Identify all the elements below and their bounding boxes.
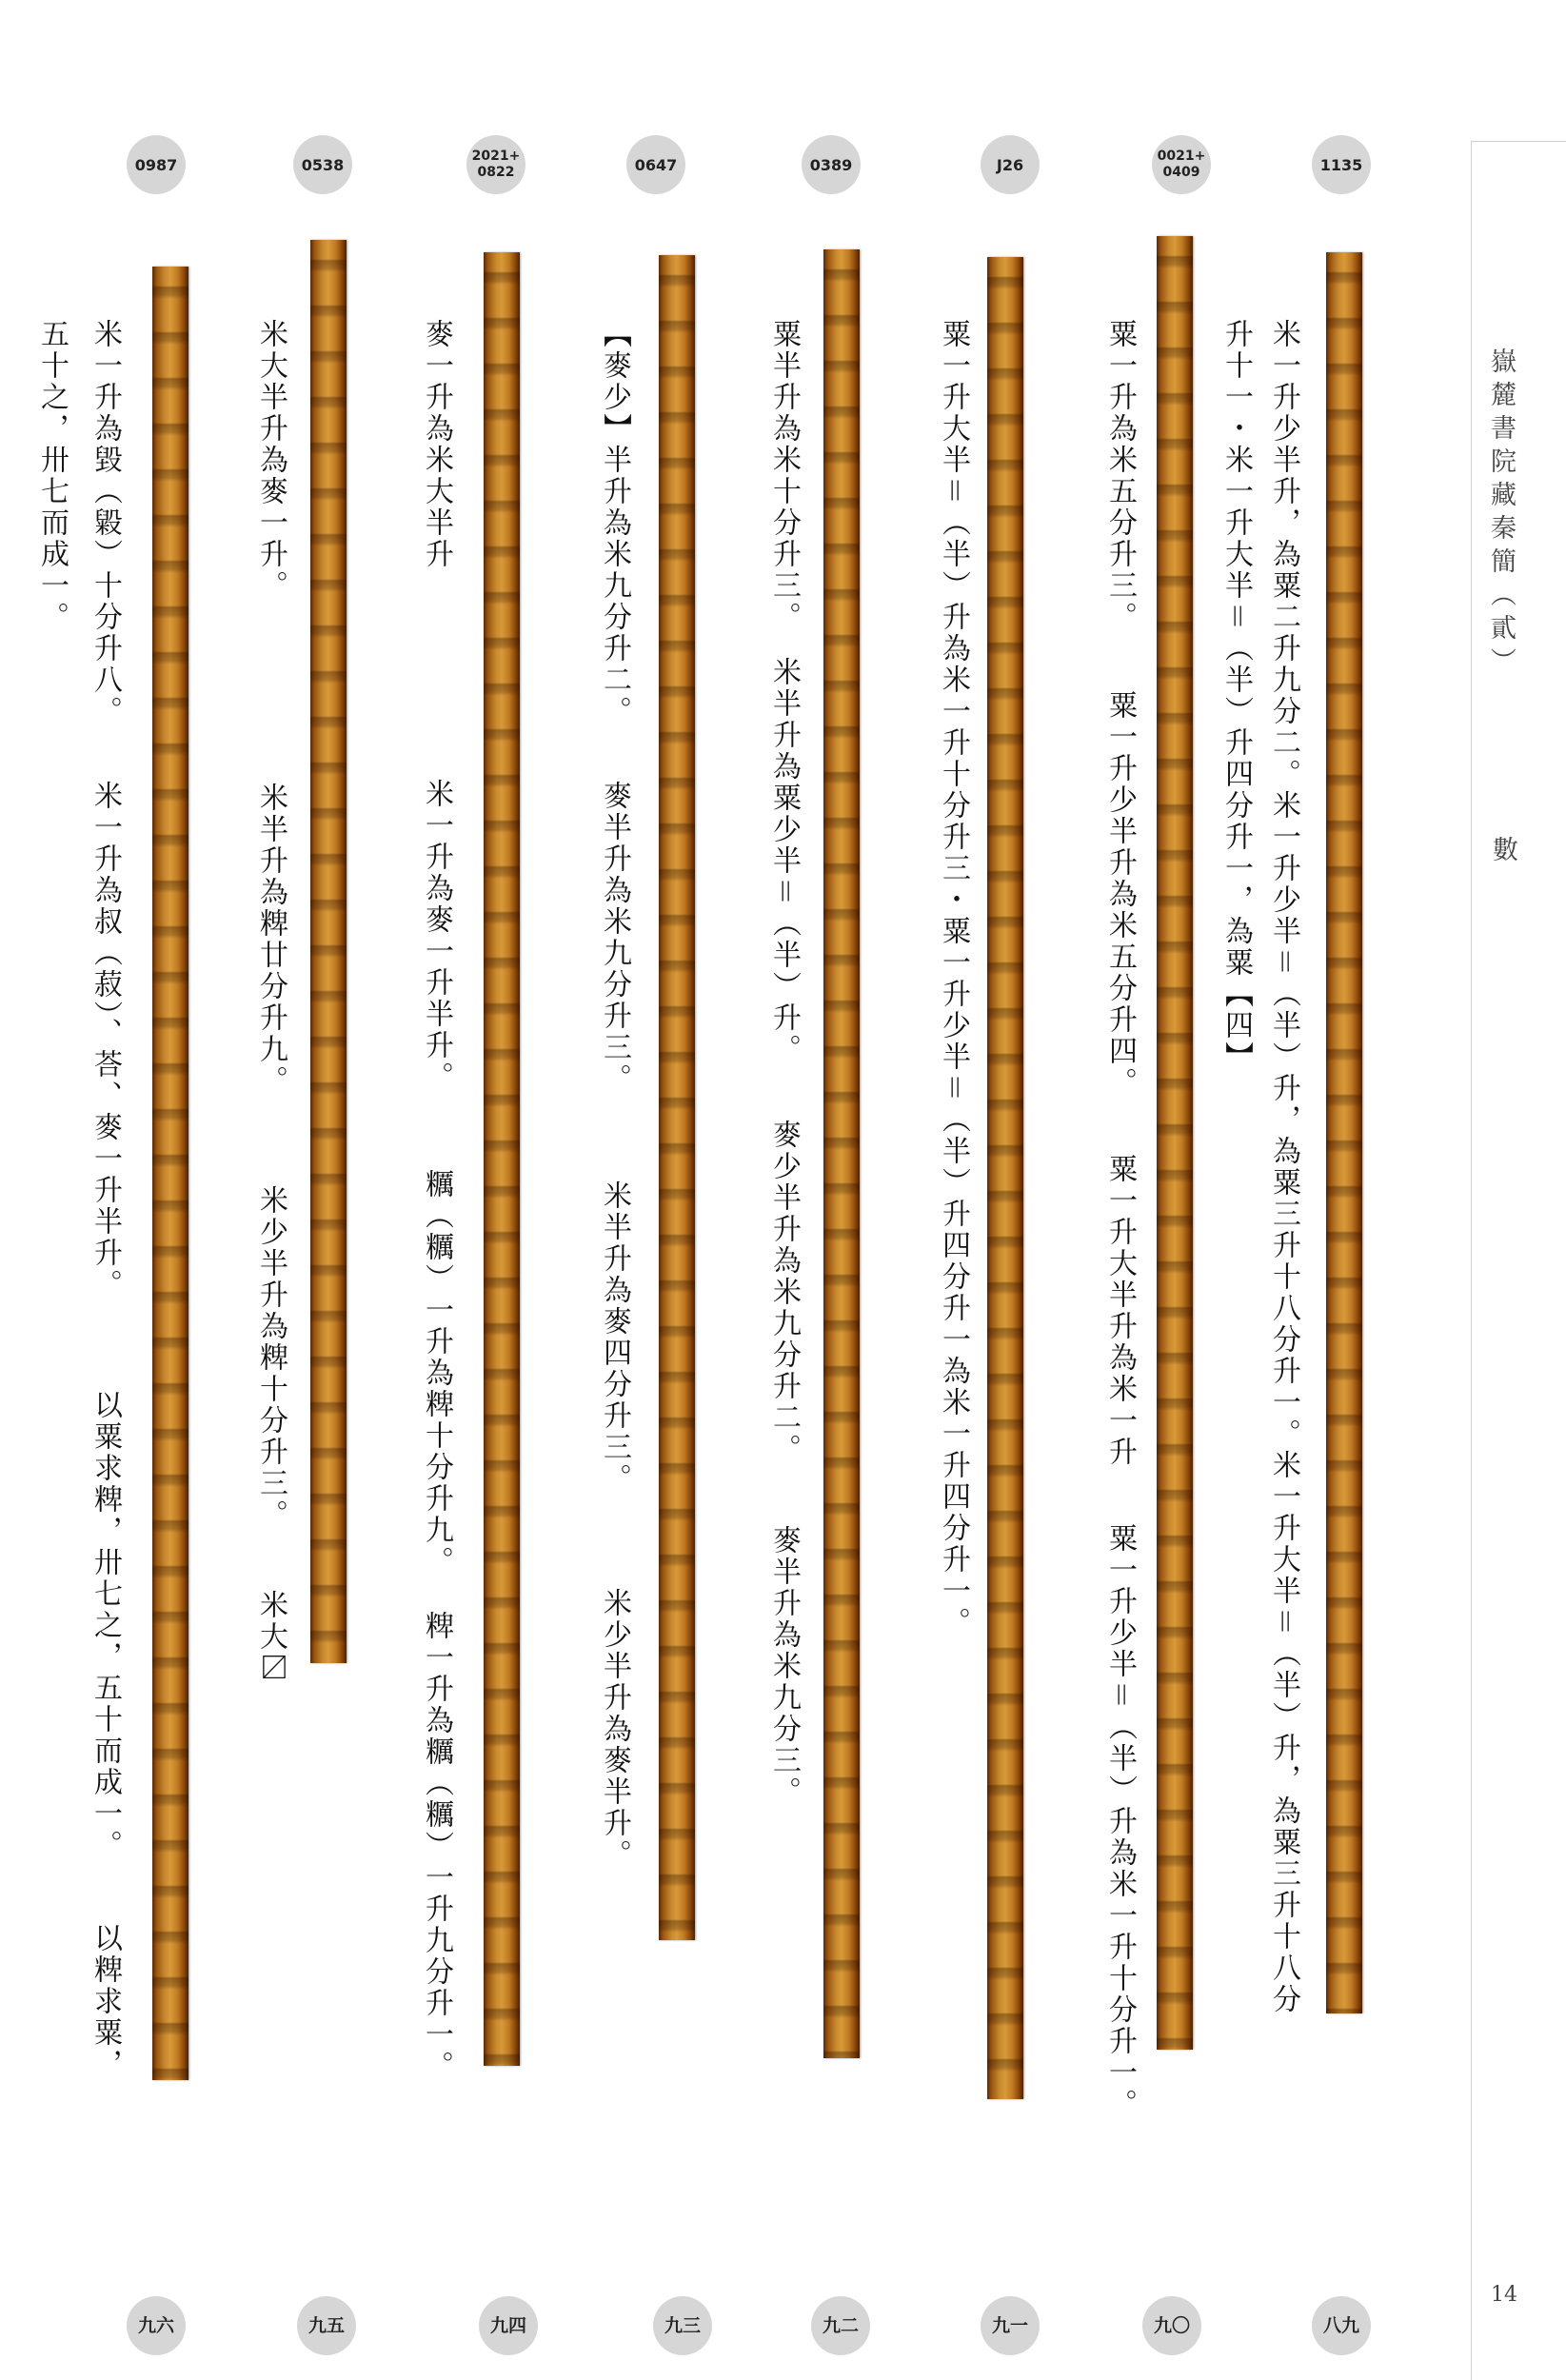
bamboo-slip-image <box>1157 236 1193 2050</box>
transcription-column: 糲（糲）一升為粺十分升九。 <box>420 1169 453 1577</box>
slip-number-badge: 九二 <box>811 2296 870 2355</box>
transcription-column: 粟半升為米十分升三。 <box>767 319 801 633</box>
slip-id-badge: J26 <box>981 135 1040 194</box>
transcription-column: 米半升為粺廿分升九。 <box>254 783 287 1097</box>
transcription-column: 米少半升為麥半升。 <box>598 1588 631 1871</box>
slip-id-badge: 2021+ 0822 <box>466 135 525 194</box>
running-header-section: 數 <box>1488 836 1517 862</box>
slip-id-badge: 0987 <box>127 135 186 194</box>
transcription-column: 米大〼 <box>254 1590 287 1684</box>
slip-number-badge: 九〇 <box>1142 2296 1201 2355</box>
transcription-column: 麥半升為米九分升三。 <box>598 781 631 1095</box>
transcription-column: 以粺求粟， <box>89 1923 122 2080</box>
slip-number-badge: 八九 <box>1312 2296 1371 2355</box>
transcription-column: 麥半升為米九分三。 <box>767 1525 801 1808</box>
bamboo-slip-image <box>484 252 520 2066</box>
bamboo-slip-image <box>659 255 695 1940</box>
running-header-title: 嶽麓書院藏秦簡（貳） <box>1486 347 1516 681</box>
slip-number-badge: 九三 <box>653 2296 712 2355</box>
transcription-column: 【麥少】半升為米九分升二。 <box>598 319 631 727</box>
transcription-column: 粟一升大半＝（半）升為米一升十分升三・粟一升少半＝（半）升四分升一為米一升四分升一。 <box>937 319 970 1638</box>
transcription-column: 粺一升為糲（糲）一升九分升一。 <box>420 1611 453 2082</box>
transcription-column: 粟一升大半升為米一升 <box>1103 1154 1137 1468</box>
transcription-column: 米大半升為麥一升。 <box>254 319 287 602</box>
slip-number-badge: 九六 <box>127 2296 186 2355</box>
slip-number-badge: 九四 <box>479 2296 538 2355</box>
transcription-column: 粟一升為米五分升三。 <box>1103 319 1137 633</box>
bamboo-slip-image <box>310 240 347 1663</box>
transcription-column: 粟一升少半升為米五分升四。 <box>1103 690 1137 1099</box>
transcription-column: 升十一・米一升大半＝（半）升四分升一，為粟【四】 <box>1219 319 1253 1073</box>
transcription-column: 米半升為麥四分升三。 <box>598 1180 631 1495</box>
transcription-column: 米一升為叔（菽）、荅、麥一升半升。 <box>89 781 122 1300</box>
bamboo-slip-image <box>1326 252 1362 2013</box>
slip-number-badge: 九一 <box>981 2296 1040 2355</box>
slip-id-badge: 0389 <box>802 135 861 194</box>
bamboo-slip-image <box>823 249 860 2058</box>
slip-number-badge: 九五 <box>297 2296 356 2355</box>
page-number: 14 <box>1491 2283 1517 2307</box>
transcription-column: 米一升少半升，為粟二升九分二。米一升少半＝（半）升，為粟三升十八分升一。米一升大半＝（半）升，為粟三升十八分 <box>1267 319 1300 2015</box>
transcription-column: 米一升為毀（毇）十分升八。 <box>89 319 122 727</box>
bamboo-slip-image <box>987 257 1023 2099</box>
transcription-column: 麥少半升為米九分升二。 <box>767 1120 801 1465</box>
transcription-column: 米少半升為粺十分升三。 <box>254 1185 287 1531</box>
slip-id-badge: 0021+ 0409 <box>1152 135 1211 194</box>
transcription-column: 米一升為麥一升半升。 <box>420 779 453 1093</box>
transcription-column: 米半升為粟少半＝（半）升。 <box>767 657 801 1065</box>
transcription-column: 麥一升為米大半升 <box>420 319 453 570</box>
slip-id-badge: 0538 <box>293 135 352 194</box>
transcription-column: 粟一升少半＝（半）升為米一升十分升一。 <box>1103 1523 1137 2120</box>
slip-id-badge: 1135 <box>1312 135 1371 194</box>
transcription-column: 五十之，卅七而成一。 <box>35 319 69 633</box>
bamboo-slip-image <box>152 267 188 2080</box>
slip-id-badge: 0647 <box>626 135 685 194</box>
transcription-column: 以粟求粺，卅七之，五十而成一。 <box>89 1390 122 1861</box>
